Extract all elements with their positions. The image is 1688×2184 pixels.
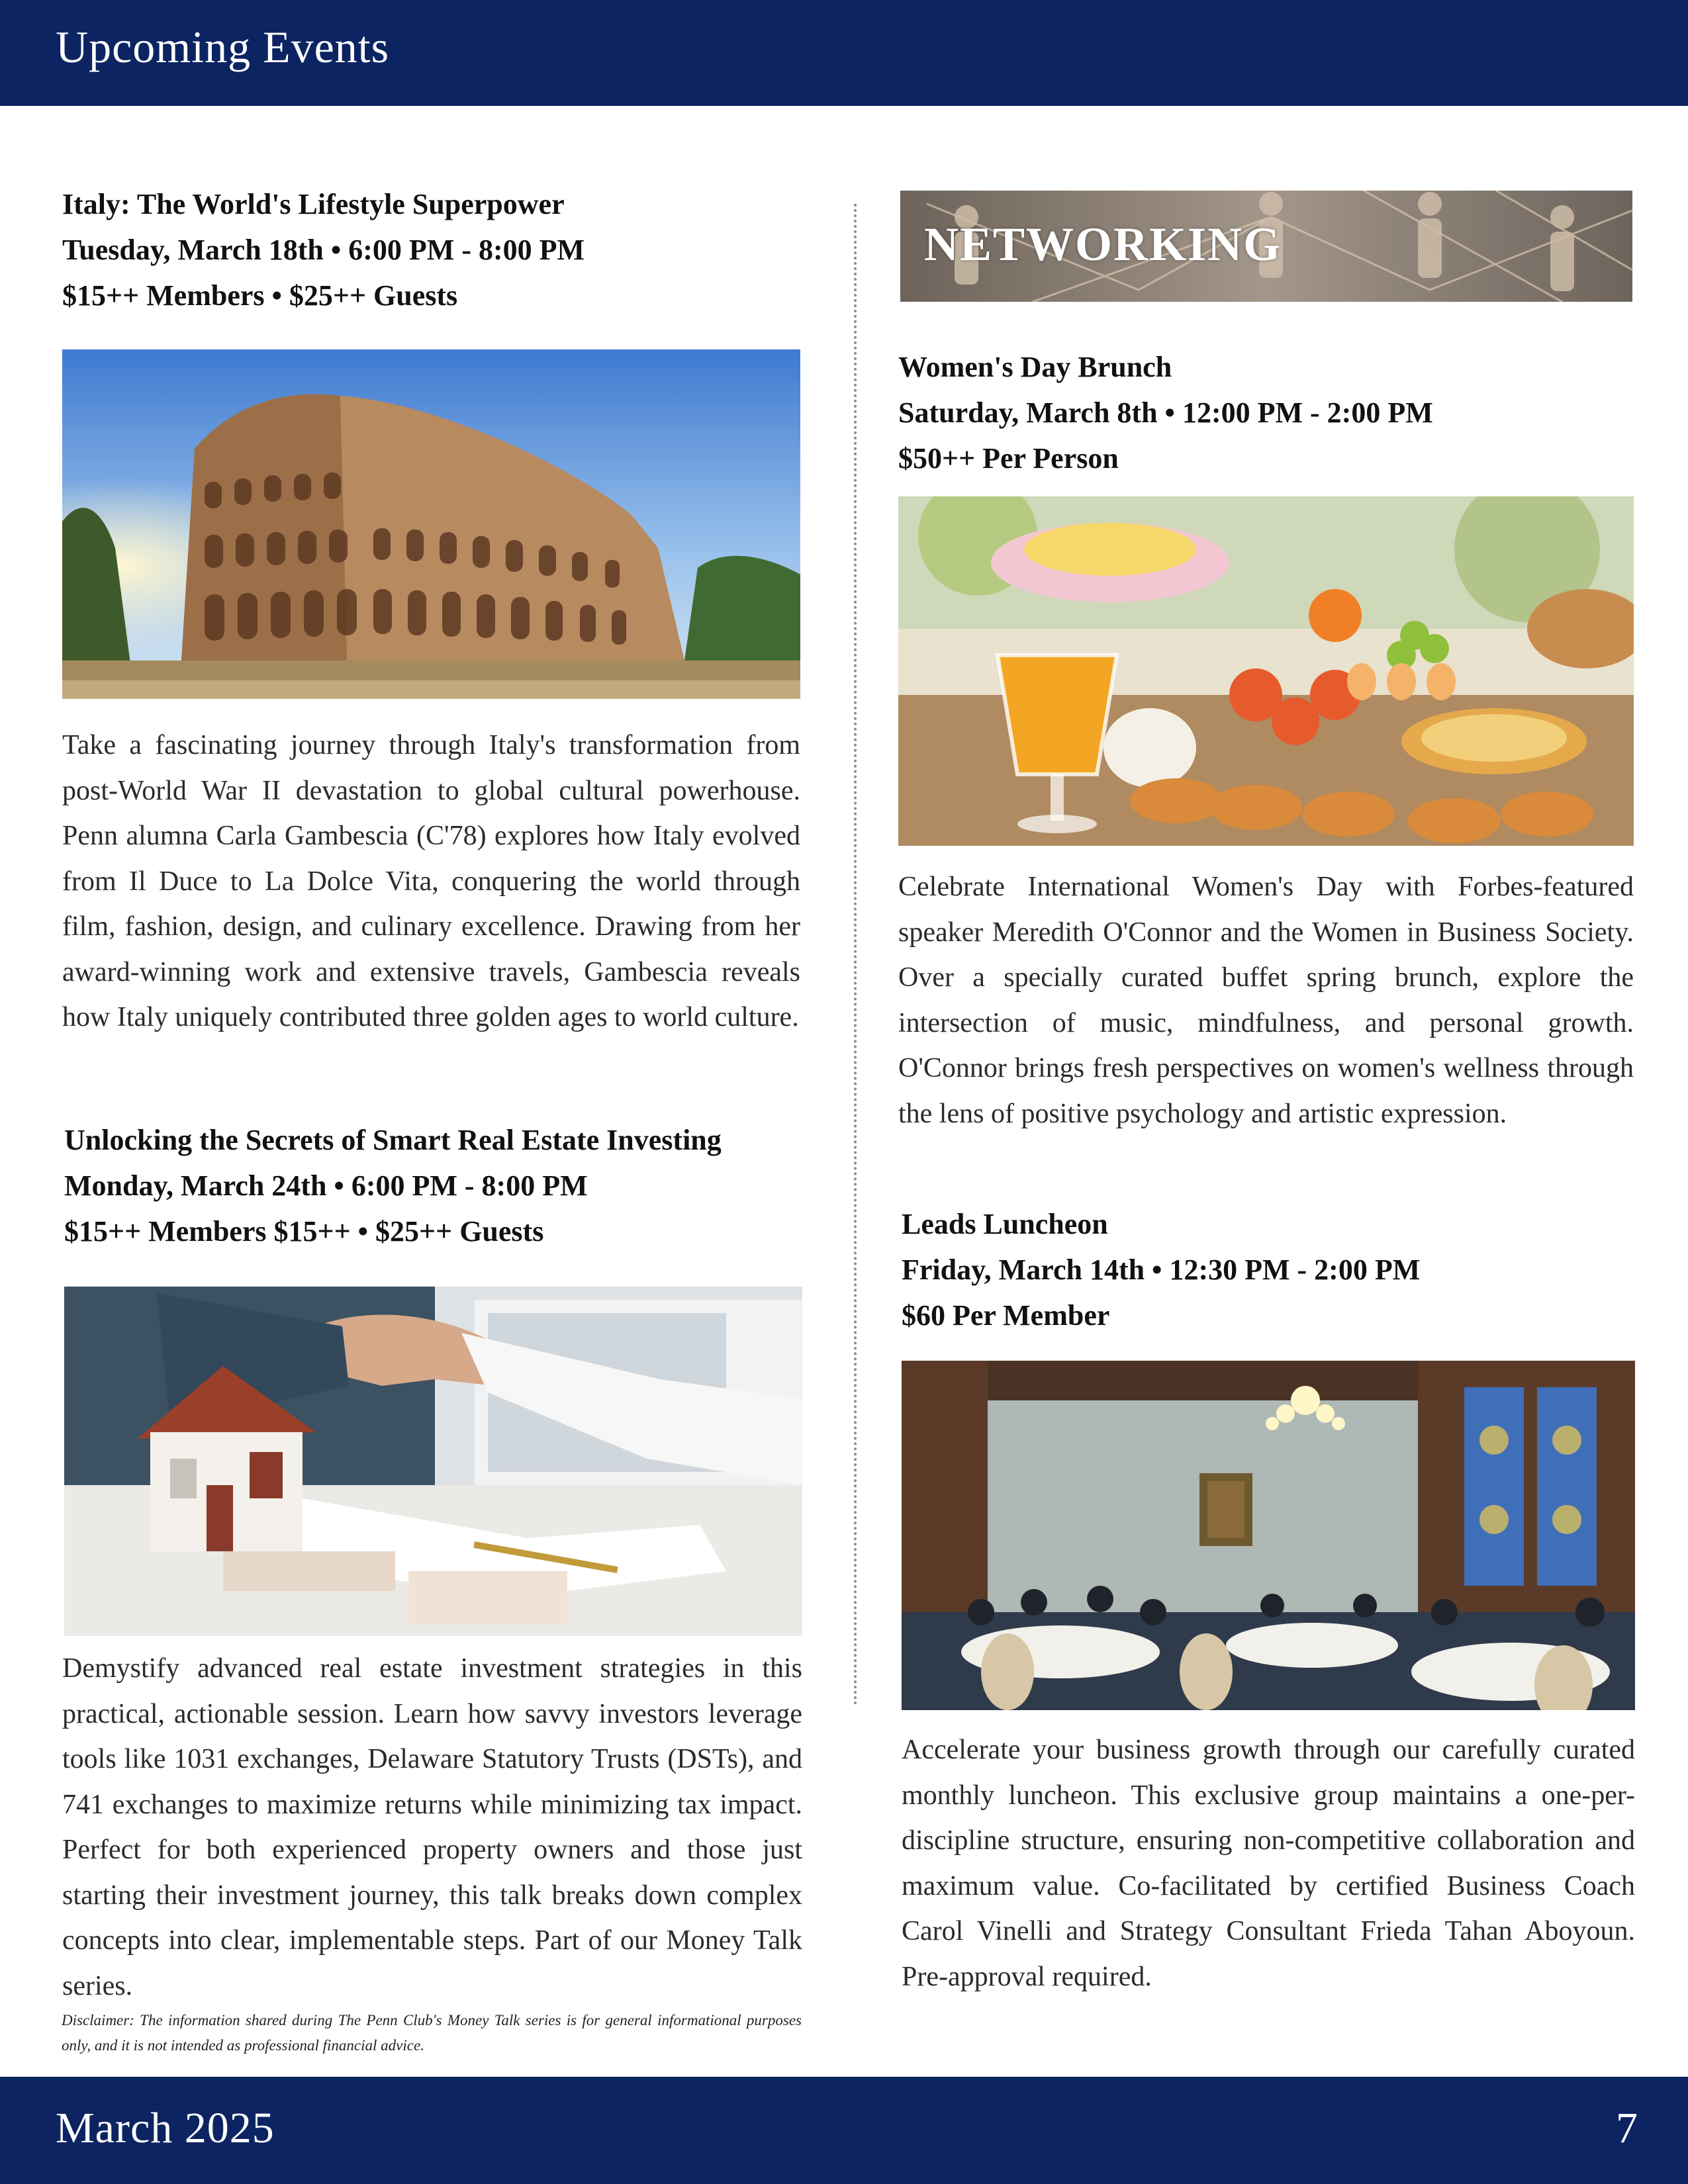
event-datetime: Monday, March 24th • 6:00 PM - 8:00 PM (64, 1169, 588, 1202)
event-brunch-header (898, 344, 1433, 481)
event-title: Leads Luncheon (902, 1208, 1108, 1240)
event-title: Italy: The World's Lifestyle Superpower (62, 188, 565, 220)
handshake-house-photo (64, 1287, 802, 1636)
footer-band (0, 2077, 1688, 2184)
event-datetime: Saturday, March 8th • 12:00 PM - 2:00 PM (898, 396, 1433, 429)
event-real-estate-header (64, 1117, 722, 1254)
networking-label: NETWORKING (924, 218, 1282, 271)
event-price: $15++ Members $15++ • $25++ Guests (64, 1215, 544, 1248)
event-italy-header (62, 181, 585, 318)
event-datetime: Friday, March 14th • 12:30 PM - 2:00 PM (902, 1253, 1421, 1286)
money-talk-disclaimer: Disclaimer: The information shared during The Penn Club's Money Talk series is for general informational purposes only, and it is not intended as professional financial advice. (62, 2012, 802, 2054)
networking-banner (900, 191, 1632, 302)
event-luncheon-description: Accelerate your business growth through our carefully curated monthly luncheon. This exclusive group maintains a one-per-discipline structure, ensuring non-competitive collaboration and maximum value. Co-facilitated by certified Business Coach Carol Vinelli and Strategy Consultant Frieda Tahan Aboyoun. Pre-approval required. (902, 1735, 1635, 1992)
colosseum-photo (62, 349, 800, 699)
event-italy-description: Take a fascinating journey through Italy's transformation from post-World War II devastation to global cultural powerhouse. Penn alumna Carla Gambescia (C'78) explores how Italy evolved from Il Duce to La Dolce Vita, conquering the world through film, fashion, design, and culinary excellence. Drawing from her award-winning work and extensive travels, Gambescia reveals how Italy uniquely contributed three golden ages to world culture. (62, 730, 800, 1032)
luncheon-room-photo (902, 1361, 1635, 1710)
event-title: Women's Day Brunch (898, 351, 1172, 383)
page-title: Upcoming Events (56, 22, 390, 72)
header-band (0, 0, 1688, 106)
event-brunch-description: Celebrate International Women's Day with Forbes-featured speaker Meredith O'Connor and the Women in Business Society. Over a specially curated buffet spring brunch, explore the intersection of music, mindfulness, and personal growth. O'Connor brings fresh perspectives on women's wellness through the lens of positive psychology and artistic expression. (898, 872, 1634, 1129)
page-number: 7 (1616, 2104, 1638, 2152)
brunch-photo (898, 496, 1634, 846)
event-price: $50++ Per Person (898, 442, 1119, 475)
footer-month: March 2025 (56, 2104, 275, 2152)
event-title: Unlocking the Secrets of Smart Real Estate Investing (64, 1124, 722, 1156)
column-divider (854, 204, 857, 1706)
event-real-estate-description: Demystify advanced real estate investment strategies in this practical, actionable session. Learn how savvy investors leverage tools like 1031 exchanges, Delaware Statutory Trusts (DSTs), and 741 exchanges to maximize returns while minimizing tax impact. Perfect for both experienced property owners and those just starting their investment journey, this talk breaks down complex concepts into clear, implementable steps. Part of our Money Talk series. (62, 1653, 802, 2001)
event-luncheon-header (902, 1201, 1420, 1338)
event-datetime: Tuesday, March 18th • 6:00 PM - 8:00 PM (62, 234, 585, 266)
event-price: $15++ Members • $25++ Guests (62, 279, 458, 312)
event-price: $60 Per Member (902, 1299, 1110, 1332)
